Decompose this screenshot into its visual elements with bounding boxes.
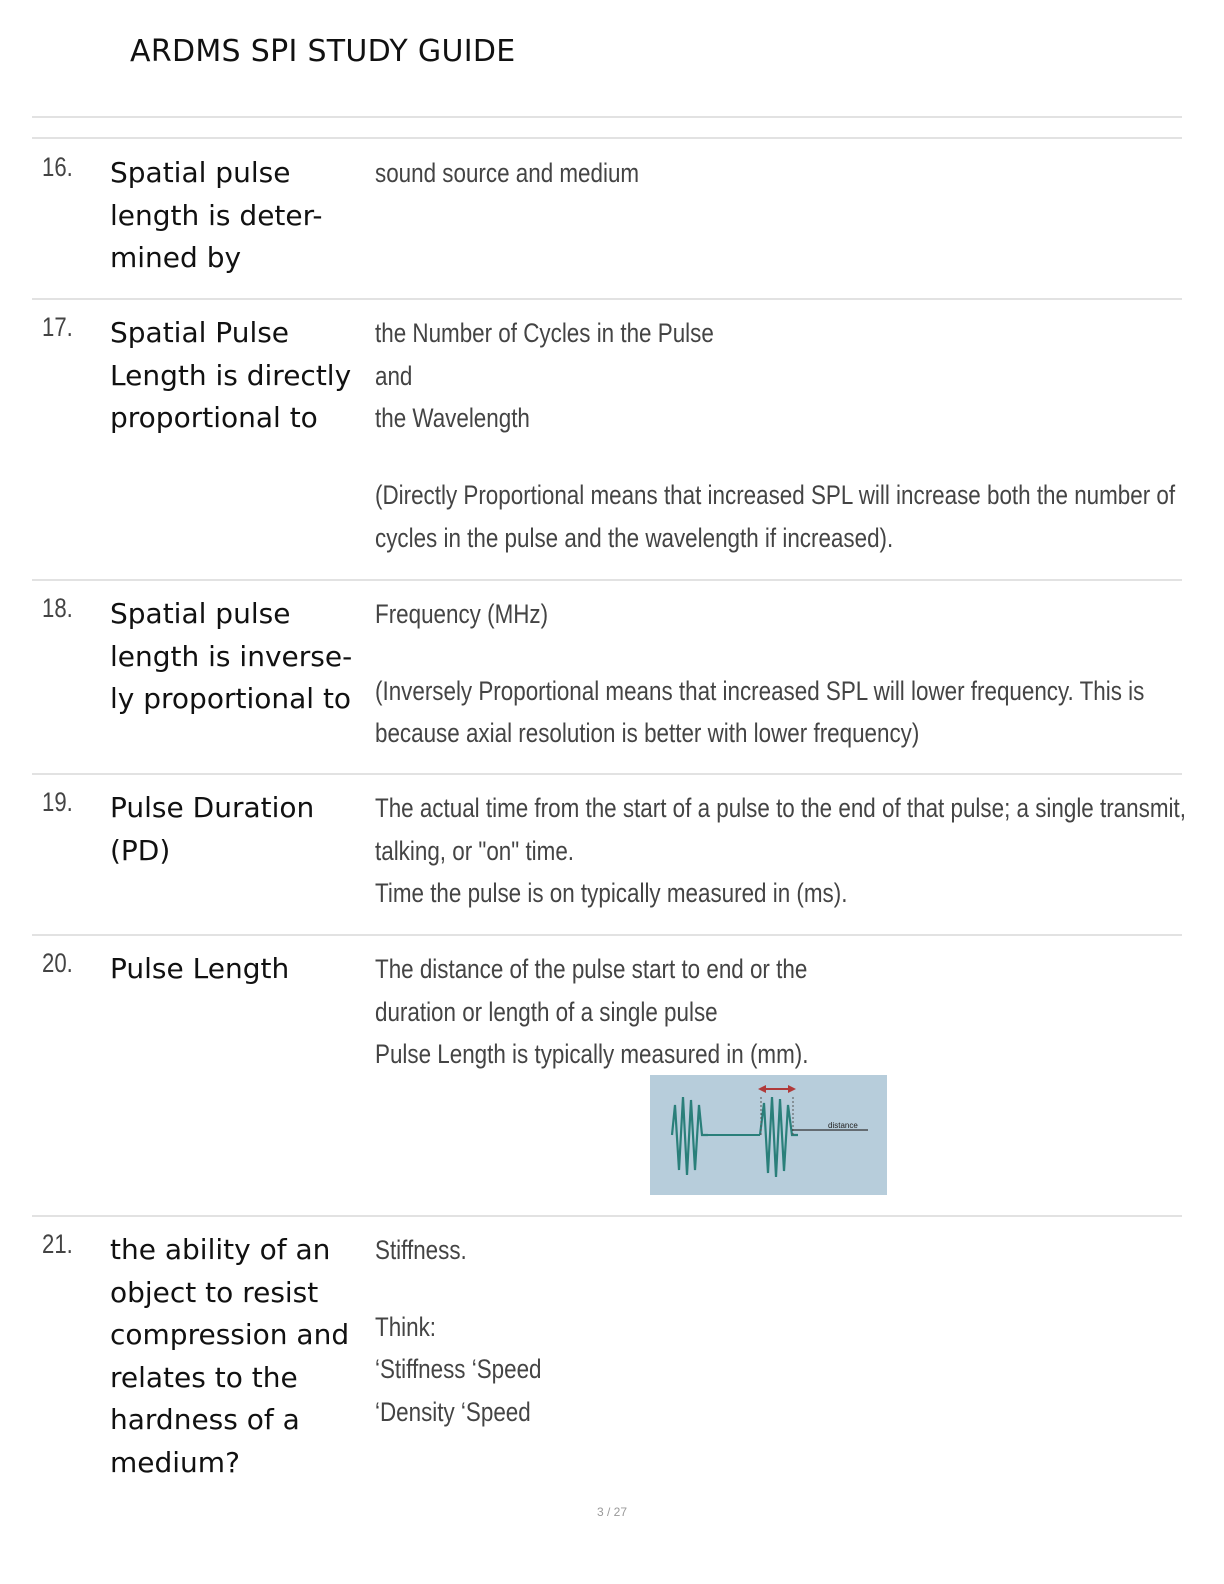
term-line: ly proportional to	[110, 682, 352, 715]
card-definition	[375, 593, 1155, 755]
definition-gap	[375, 440, 1155, 474]
definition-line: Time the pulse is on typically measured in (ms).	[375, 878, 848, 909]
card-divider	[32, 298, 1182, 300]
card-definition	[375, 1229, 1155, 1434]
card-number: 17.	[42, 312, 73, 342]
card-number: 16.	[42, 152, 73, 182]
definition-line: The actual time from the start of a pulse to the end of that pulse; a single transmit,	[375, 793, 1186, 823]
term-line: Pulse Length	[110, 952, 290, 985]
term-line: hardness of a	[110, 1403, 300, 1436]
definition-line: cycles in the pulse and the wavelength if increased).	[375, 522, 894, 553]
card-divider	[32, 1215, 1182, 1217]
pulse-length-figure	[650, 1075, 887, 1195]
card-number: 20.	[42, 948, 73, 978]
definition-line: duration or length of a single pulse	[375, 996, 718, 1027]
term-line: the ability of an	[110, 1233, 331, 1266]
card-definition	[375, 312, 1176, 560]
card-definition	[375, 787, 1186, 915]
header-divider	[32, 116, 1182, 118]
term-line: object to resist	[110, 1275, 319, 1309]
definition-line: the Number of Cycles in the Pulse	[375, 318, 714, 348]
term-line: length is inverse-	[110, 639, 353, 673]
page-number: 3 / 27	[596, 1505, 628, 1519]
page-title: ARDMS SPI STUDY GUIDE	[130, 34, 516, 69]
definition-line: sound source and medium	[375, 158, 640, 188]
term-line: medium?	[110, 1445, 240, 1479]
card-divider	[32, 579, 1182, 581]
card-term	[110, 787, 370, 872]
definition-line: ‘Density ‘Speed	[375, 1397, 531, 1428]
card-term	[110, 593, 370, 721]
definition-line: Frequency (MHz)	[375, 599, 549, 629]
term-line: proportional to	[110, 401, 318, 434]
term-line: length is deter-	[110, 198, 323, 232]
card-divider	[32, 934, 1182, 936]
card-term	[110, 948, 370, 991]
term-line: compression and	[110, 1318, 350, 1351]
term-line: (PD)	[110, 833, 171, 867]
definition-line: Pulse Length is typically measured in (mm).	[375, 1039, 809, 1070]
card-term	[110, 312, 370, 440]
header-divider-secondary	[32, 137, 1182, 139]
pulse-wave-diagram	[650, 1075, 887, 1195]
definition-line: Stiffness.	[375, 1235, 467, 1265]
term-line: Spatial Pulse	[110, 316, 290, 349]
definition-line: talking, or "on" time.	[375, 835, 575, 866]
definition-line: The distance of the pulse start to end or the	[375, 954, 808, 984]
definition-line: (Inversely Proportional means that increased SPL will lower frequency. This is	[375, 675, 1145, 706]
term-line: Length is directly	[110, 358, 352, 392]
term-line: Spatial pulse	[110, 597, 291, 630]
card-number: 18.	[42, 593, 73, 623]
card-definition	[375, 152, 1155, 195]
definition-line: the Wavelength	[375, 403, 530, 434]
definition-line: ‘Stiffness ‘Speed	[375, 1354, 542, 1385]
definition-line: Think:	[375, 1311, 437, 1342]
definition-gap	[375, 636, 1155, 670]
card-divider	[32, 773, 1182, 775]
term-line: relates to the	[110, 1360, 298, 1394]
card-number: 19.	[42, 787, 73, 817]
card-number: 21.	[42, 1229, 73, 1259]
definition-line: because axial resolution is better with lower frequency)	[375, 718, 920, 749]
card-definition	[375, 948, 1155, 1076]
card-term	[110, 1229, 370, 1484]
definition-line: and	[375, 360, 413, 391]
definition-line: (Directly Proportional means that increased SPL will increase both the number of	[375, 480, 1176, 511]
definition-gap	[375, 1272, 1155, 1306]
term-line: Spatial pulse	[110, 156, 291, 189]
card-term	[110, 152, 370, 280]
distance-label: distance	[828, 1121, 858, 1130]
term-line: Pulse Duration	[110, 791, 315, 824]
term-line: mined by	[110, 241, 242, 274]
